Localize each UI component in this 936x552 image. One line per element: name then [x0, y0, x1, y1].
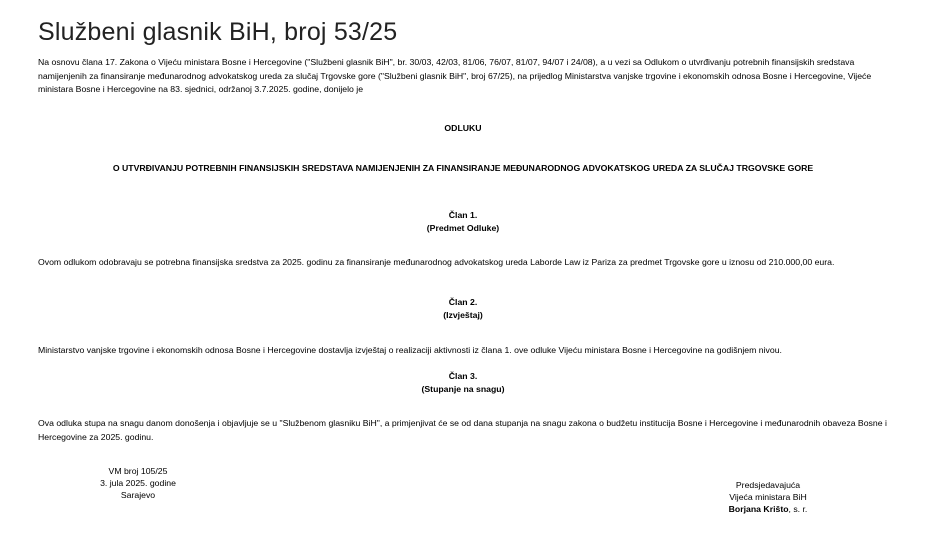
decision-heading: ODLUKU [444, 123, 482, 133]
decision-subject: O UTVRĐIVANJU POTREBNIH FINANSIJSKIH SREDSTAVA NAMIJENJENIH ZA FINANSIRANJE MEĐUNARODNOG ADVOKATSKOG UREDA ZA SLUČAJ TRGOVSKE GORE [112, 163, 814, 173]
article-3-title: (Stupanje na snagu) [421, 384, 505, 394]
article-1-number: Član 1. [448, 210, 478, 220]
reference-block [88, 465, 188, 501]
article-1-text: Ovom odlukom odobravaju se potrebna finansijska sredstva za 2025. godinu za finansiranje međunarodnog advokatskog ureda Laborde Law iz Pariza za predmet Trgovske gore u iznosu od 210.000,00 eura. [38, 257, 835, 267]
article-3-text: Ova odluka stupa na snagu danom donošenja i objavljuje se u "Službenom glasniku BiH", a primjenjivat će se od dana stupanja na snagu zakona o budžetu institucija Bosne i Hercegovine i međunarodnih obaveza Bosne i Hercegovine za 2025. godinu. [38, 418, 887, 442]
signature-block [718, 479, 818, 515]
signer-line [718, 503, 818, 515]
article-2-number: Član 2. [448, 297, 478, 307]
issue-place: Sarajevo [120, 490, 156, 500]
article-2-text: Ministarstvo vanjske trgovine i ekonomskih odnosa Bosne i Hercegovine dostavlja izvještaj o realizaciji aktivnosti iz člana 1. ove odluke Vijeću ministara Bosne i Hercegovine na godišnjem nivou. [38, 345, 782, 355]
page-title: Službeni glasnik BiH, broj 53/25 [38, 18, 398, 46]
article-2-title: (Izvještaj) [443, 310, 483, 320]
signer-name: Borjana Krišto [728, 504, 789, 514]
article-1-title: (Predmet Odluke) [426, 223, 500, 233]
signer-suffix: , s. r. [788, 504, 808, 514]
reference-number: VM broj 105/25 [108, 466, 168, 476]
preamble-paragraph: Na osnovu člana 17. Zakona o Vijeću ministara Bosne i Hercegovine ("Službeni glasnik BiH", br. 30/03, 42/03, 81/06, 76/07, 81/07, 94/07 i 24/08), a u vezi sa Odlukom o utvrđivanju potrebnih finansijskih sredstava namijenjenih za finansiranje međunarodnog advokatskog ureda za slučaj Trgovske gore ("Službeni glasnik BiH", broj 67/25), na prijedlog Ministarstva vanjske trgovine i ekonomskih odnosa Bosne i Hercegovine, Vijeće ministara Bosne i Hercegovine na 83. sjednici, održanoj 3.7.2025. godine, donijelo je [38, 57, 872, 94]
signer-body: Vijeća ministara BiH [729, 492, 807, 502]
issue-date: 3. jula 2025. godine [100, 478, 176, 488]
article-3-number: Član 3. [448, 371, 478, 381]
signer-role: Predsjedavajuća [735, 480, 801, 490]
